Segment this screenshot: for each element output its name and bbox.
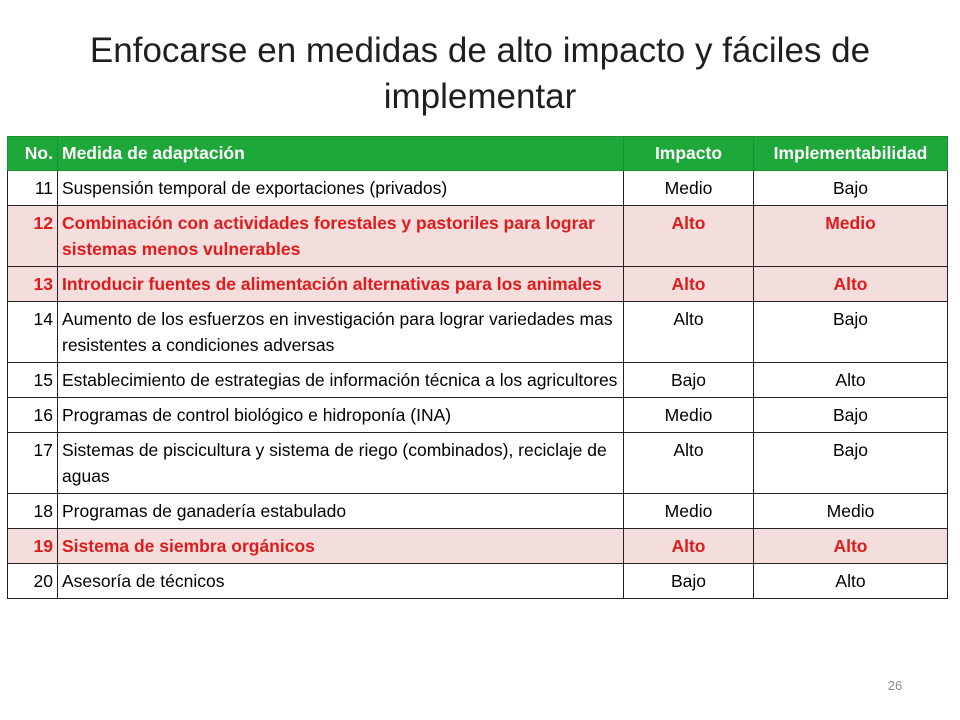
cell-medida: Introducir fuentes de alimentación alternativas para los animales: [58, 267, 624, 302]
cell-medida: Sistemas de piscicultura y sistema de riego (combinados), reciclaje de aguas: [58, 433, 624, 494]
cell-medida: Combinación con actividades forestales y pastoriles para lograr sistemas menos vulnerables: [58, 206, 624, 267]
table-row: [8, 302, 948, 363]
cell-impacto: Alto: [624, 206, 754, 267]
cell-implementabilidad: Medio: [754, 494, 948, 529]
header-medida: Medida de adaptación: [58, 137, 624, 171]
table-row: [8, 529, 948, 564]
cell-implementabilidad: Alto: [754, 363, 948, 398]
cell-implementabilidad: Bajo: [754, 171, 948, 206]
cell-no: 16: [8, 398, 58, 433]
cell-no: 18: [8, 494, 58, 529]
cell-no: 13: [8, 267, 58, 302]
cell-implementabilidad: Alto: [754, 529, 948, 564]
cell-impacto: Bajo: [624, 564, 754, 599]
table-row: [8, 206, 948, 267]
cell-no: 20: [8, 564, 58, 599]
cell-no: 17: [8, 433, 58, 494]
cell-no: 14: [8, 302, 58, 363]
cell-medida: Establecimiento de estrategias de información técnica a los agricultores: [58, 363, 624, 398]
cell-implementabilidad: Bajo: [754, 302, 948, 363]
cell-medida: Asesoría de técnicos: [58, 564, 624, 599]
cell-impacto: Alto: [624, 267, 754, 302]
table-row: [8, 564, 948, 599]
table-row: [8, 171, 948, 206]
cell-impacto: Medio: [624, 494, 754, 529]
cell-impacto: Alto: [624, 302, 754, 363]
cell-medida: Sistema de siembra orgánicos: [58, 529, 624, 564]
cell-impacto: Alto: [624, 433, 754, 494]
cell-impacto: Bajo: [624, 363, 754, 398]
slide-title: Enfocarse en medidas de alto impacto y fáciles de implementar: [89, 31, 871, 116]
table-row: [8, 433, 948, 494]
cell-no: 11: [8, 171, 58, 206]
table-row: [8, 363, 948, 398]
page-number: 26: [887, 678, 903, 693]
cell-no: 15: [8, 363, 58, 398]
cell-medida: Suspensión temporal de exportaciones (privados): [58, 171, 624, 206]
table-row: [8, 398, 948, 433]
cell-impacto: Medio: [624, 398, 754, 433]
cell-implementabilidad: Bajo: [754, 398, 948, 433]
cell-implementabilidad: Alto: [754, 564, 948, 599]
cell-implementabilidad: Alto: [754, 267, 948, 302]
cell-implementabilidad: Medio: [754, 206, 948, 267]
cell-medida: Programas de ganadería estabulado: [58, 494, 624, 529]
cell-medida: Aumento de los esfuerzos en investigación para lograr variedades mas resistentes a condiciones adversas: [58, 302, 624, 363]
cell-impacto: Medio: [624, 171, 754, 206]
cell-no: 19: [8, 529, 58, 564]
header-no: No.: [8, 137, 58, 171]
header-implementabilidad: Implementabilidad: [754, 137, 948, 171]
header-impacto: Impacto: [624, 137, 754, 171]
table-row: [8, 267, 948, 302]
measures-table: [7, 136, 948, 599]
cell-impacto: Alto: [624, 529, 754, 564]
cell-implementabilidad: Bajo: [754, 433, 948, 494]
table-header-row: [8, 137, 948, 171]
table-row: [8, 494, 948, 529]
cell-medida: Programas de control biológico e hidroponía (INA): [58, 398, 624, 433]
cell-no: 12: [8, 206, 58, 267]
